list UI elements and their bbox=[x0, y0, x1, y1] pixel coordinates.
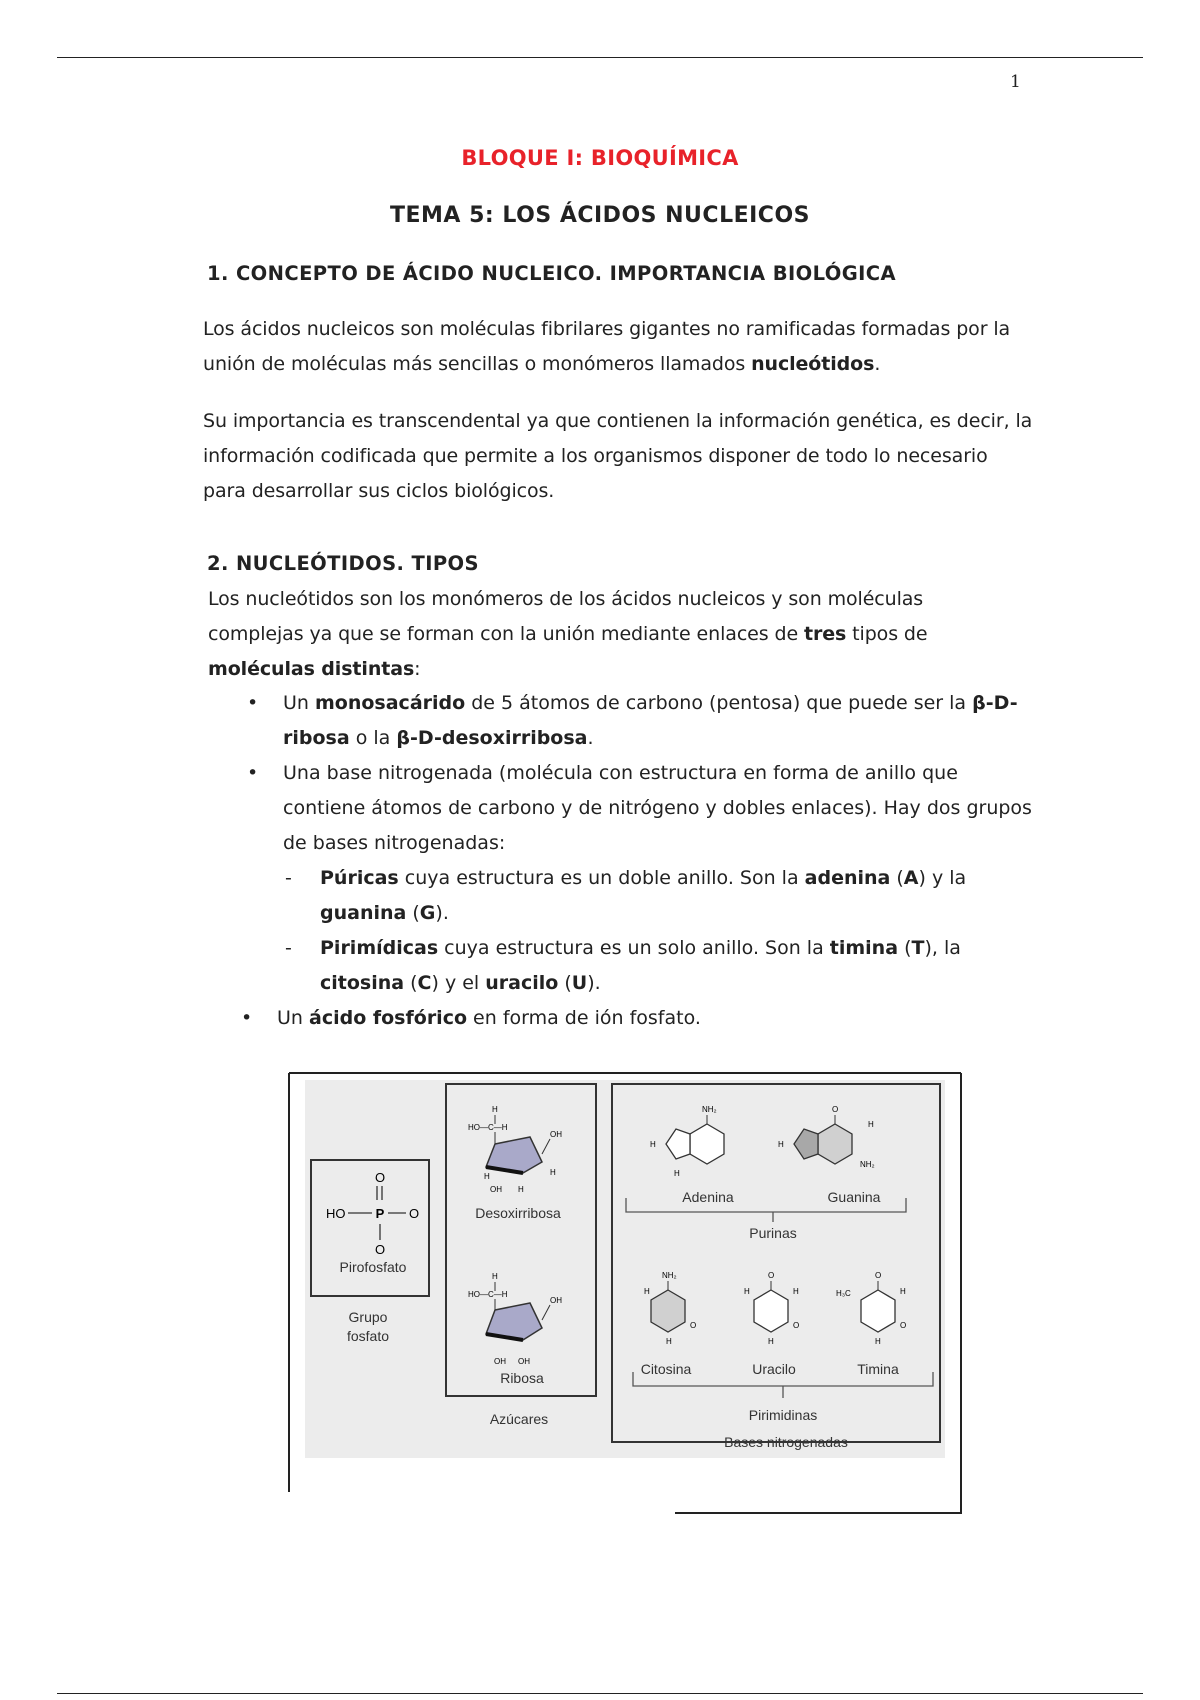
section-1-paragraph-1: Los ácidos nucleicos son moléculas fibrilares gigantes no ramificadas formadas por la unión de moléculas más sencillas o monómeros llamados nucleótidos. bbox=[203, 318, 1011, 375]
svg-text:O: O bbox=[900, 1321, 907, 1330]
section-1-heading: 1. CONCEPTO DE ÁCIDO NUCLEICO. IMPORTANCIA BIOLÓGICA bbox=[207, 262, 896, 285]
svg-text:H₃C: H₃C bbox=[836, 1289, 851, 1298]
bottom-rule bbox=[57, 1693, 1143, 1694]
phosphate-o-top: O bbox=[374, 1170, 386, 1185]
svg-text:H: H bbox=[650, 1140, 656, 1149]
uracilo-label: Uracilo bbox=[752, 1361, 796, 1377]
svg-text:H: H bbox=[492, 1105, 498, 1114]
purinas-label: Purinas bbox=[749, 1225, 797, 1241]
ribosa-label: Ribosa bbox=[500, 1370, 544, 1386]
svg-text:H: H bbox=[868, 1120, 874, 1129]
svg-text:NH₂: NH₂ bbox=[702, 1105, 717, 1114]
topic-title: TEMA 5: LOS ÁCIDOS NUCLEICOS bbox=[390, 203, 810, 228]
svg-text:O: O bbox=[768, 1271, 775, 1280]
list-item-sugar: • Un monosacárido de 5 átomos de carbono (pentosa) que puede ser la β-D-ribosa o la β-D-desoxirribosa. bbox=[203, 686, 1033, 756]
dash-icon: - bbox=[285, 937, 292, 959]
svg-text:H: H bbox=[644, 1287, 650, 1296]
guanina-label: Guanina bbox=[827, 1189, 881, 1205]
svg-text:OH: OH bbox=[518, 1357, 530, 1366]
phosphate-o-right: O bbox=[408, 1206, 420, 1221]
svg-text:HO—C—H: HO—C—H bbox=[468, 1123, 508, 1132]
list-item-phosphate: • Un ácido fosfórico en forma de ión fosfato. bbox=[203, 1001, 1033, 1036]
component-list bbox=[203, 686, 1033, 1036]
grupo-fosfato-label-1: Grupo bbox=[348, 1309, 388, 1325]
svg-text:H: H bbox=[518, 1185, 524, 1194]
svg-text:H: H bbox=[550, 1168, 556, 1177]
svg-text:OH: OH bbox=[494, 1357, 506, 1366]
svg-text:H: H bbox=[793, 1287, 799, 1296]
phosphate-ho: HO bbox=[326, 1206, 346, 1221]
svg-text:H: H bbox=[768, 1337, 774, 1346]
desoxirribosa-label: Desoxirribosa bbox=[475, 1205, 561, 1221]
azucares-label: Azúcares bbox=[489, 1411, 549, 1427]
citosina-label: Citosina bbox=[640, 1361, 692, 1377]
bases-nitrogenadas-label: Bases nitrogenadas bbox=[724, 1434, 848, 1450]
pirimidinas-label: Pirimidinas bbox=[748, 1407, 818, 1423]
svg-text:O: O bbox=[793, 1321, 800, 1330]
svg-text:H: H bbox=[484, 1172, 490, 1181]
svg-text:OH: OH bbox=[550, 1296, 562, 1305]
bullet-icon: • bbox=[247, 762, 259, 784]
section-1-paragraph-2: Su importancia es transcendental ya que contienen la información genética, es decir, la información codificada que permite a los organismos disponer de todo lo necesario para desarrollar sus ciclos biológicos. bbox=[203, 410, 1033, 502]
adenina-label: Adenina bbox=[682, 1189, 734, 1205]
svg-text:NH₂: NH₂ bbox=[662, 1271, 677, 1280]
pirofosfato-label: Pirofosfato bbox=[339, 1259, 407, 1275]
section-2-heading: 2. NUCLEÓTIDOS. TIPOS bbox=[207, 552, 479, 575]
svg-text:H: H bbox=[778, 1140, 784, 1149]
section-2-intro: Los nucleótidos son los monómeros de los ácidos nucleicos y son moléculas complejas ya que se forman con la unión mediante enlaces de tres tipos de moléculas distintas: bbox=[208, 588, 928, 680]
svg-text:O: O bbox=[832, 1105, 839, 1114]
svg-text:O: O bbox=[690, 1321, 697, 1330]
bullet-icon: • bbox=[247, 692, 259, 714]
svg-text:H: H bbox=[744, 1287, 750, 1296]
svg-text:O: O bbox=[875, 1271, 882, 1280]
svg-text:H: H bbox=[875, 1337, 881, 1346]
phosphate-o-bottom: O bbox=[374, 1242, 386, 1257]
svg-text:H: H bbox=[666, 1337, 672, 1346]
svg-text:OH: OH bbox=[550, 1130, 562, 1139]
bullet-icon: • bbox=[241, 1007, 253, 1029]
svg-text:H: H bbox=[674, 1169, 680, 1178]
timina-label: Timina bbox=[857, 1361, 899, 1377]
svg-text:H: H bbox=[492, 1272, 498, 1281]
dash-icon: - bbox=[285, 867, 292, 889]
phosphate-p: P bbox=[375, 1206, 385, 1221]
block-title: BLOQUE I: BIOQUÍMICA bbox=[461, 146, 739, 170]
sub-item-purines: - Púricas cuya estructura es un doble anillo. Son la adenina (A) y la guanina (G). bbox=[203, 861, 1033, 931]
sub-item-pyrimidines: - Pirimídicas cuya estructura es un solo anillo. Son la timina (T), la citosina (C) y el uracilo (U). bbox=[203, 931, 1033, 1001]
list-item-base: • Una base nitrogenada (molécula con estructura en forma de anillo que contiene átomos de carbono y de nitrógeno y dobles enlaces). Hay dos grupos de bases nitrogenadas: bbox=[203, 756, 1033, 861]
page-number: 1 bbox=[1010, 72, 1021, 92]
grupo-fosfato-label-2: fosfato bbox=[346, 1328, 390, 1344]
svg-text:NH₂: NH₂ bbox=[860, 1160, 875, 1169]
nucleotide-components-figure bbox=[288, 1072, 962, 1514]
svg-text:H: H bbox=[900, 1287, 906, 1296]
svg-text:OH: OH bbox=[490, 1185, 502, 1194]
top-rule bbox=[57, 57, 1143, 58]
svg-text:HO—C—H: HO—C—H bbox=[468, 1290, 508, 1299]
